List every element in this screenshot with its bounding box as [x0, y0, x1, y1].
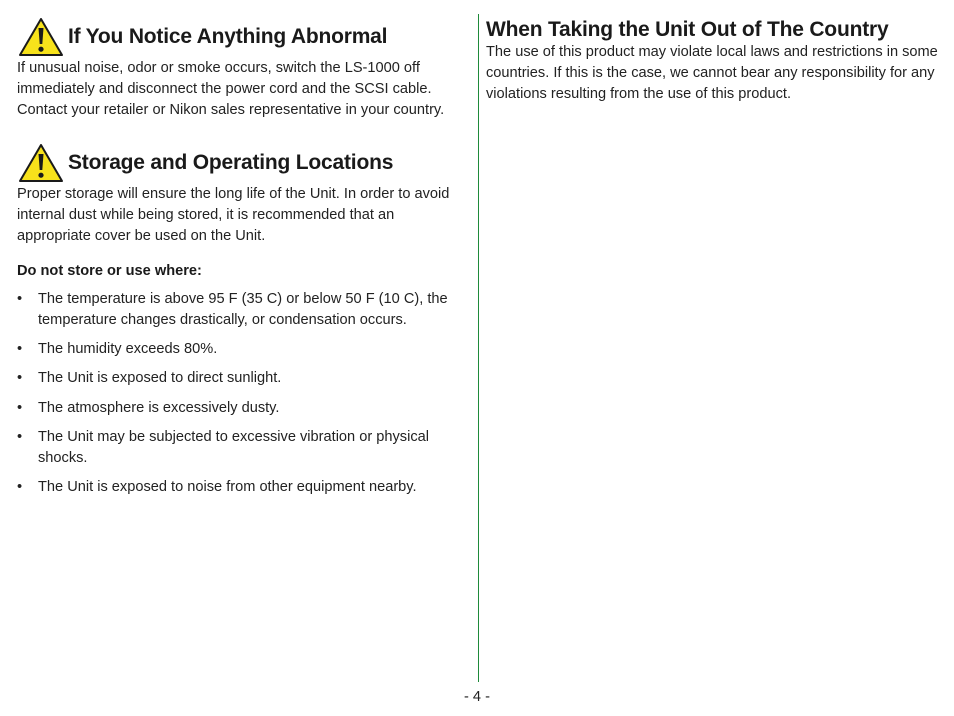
list-item-text: The Unit may be subjected to excessive vibration or physical shocks.: [38, 429, 429, 466]
list-item: [17, 368, 472, 389]
section-abnormal-header: [17, 16, 472, 58]
list-item: [17, 398, 472, 419]
left-column: [17, 16, 472, 507]
section-travel-title: When Taking the Unit Out of The Country: [486, 18, 889, 41]
list-item-text: The Unit is exposed to direct sunlight.: [38, 370, 282, 387]
bullet-icon: •: [17, 399, 23, 416]
right-column: [486, 18, 941, 104]
list-item: [17, 427, 472, 469]
section-storage-header: [17, 142, 472, 184]
storage-conditions-list: [17, 289, 472, 498]
bullet-icon: •: [17, 290, 23, 307]
bullet-icon: •: [17, 370, 23, 387]
section-storage: [17, 142, 472, 498]
list-item-text: The atmosphere is excessively dusty.: [38, 399, 280, 416]
page-number: - 4 -: [464, 689, 490, 705]
warning-triangle-icon: [18, 17, 64, 57]
section-storage-text: Proper storage will ensure the long life of the Unit. In order to avoid internal dust while being stored, it is recommended that an appropriate cover be used on the Unit.: [17, 186, 450, 244]
section-travel-text: The use of this product may violate local laws and restrictions in some countries. If this is the case, we cannot bear any responsibility for any violations resulting from the use of this product.: [486, 44, 938, 102]
section-abnormal-text: If unusual noise, odor or smoke occurs, switch the LS-1000 off immediately and disconnect the power cord and the SCSI cable. Contact your retailer or Nikon sales representative in your country.: [17, 60, 445, 118]
list-item-text: The humidity exceeds 80%.: [38, 340, 218, 357]
list-item: [17, 289, 472, 331]
list-item: [17, 339, 472, 360]
bullet-icon: •: [17, 340, 23, 357]
column-divider: [478, 14, 479, 682]
section-storage-title: Storage and Operating Locations: [68, 151, 394, 175]
warning-triangle-icon: [18, 143, 64, 183]
list-item-text: The Unit is exposed to noise from other equipment nearby.: [38, 479, 417, 496]
list-item: [17, 477, 472, 498]
bullet-icon: •: [17, 479, 23, 496]
list-item-text: The temperature is above 95 F (35 C) or below 50 F (10 C), the temperature changes drastically, or condensation occurs.: [38, 290, 448, 328]
section-abnormal-title: If You Notice Anything Abnormal: [68, 25, 388, 48]
bullet-icon: •: [17, 429, 23, 446]
storage-subheading: Do not store or use where:: [17, 262, 202, 279]
